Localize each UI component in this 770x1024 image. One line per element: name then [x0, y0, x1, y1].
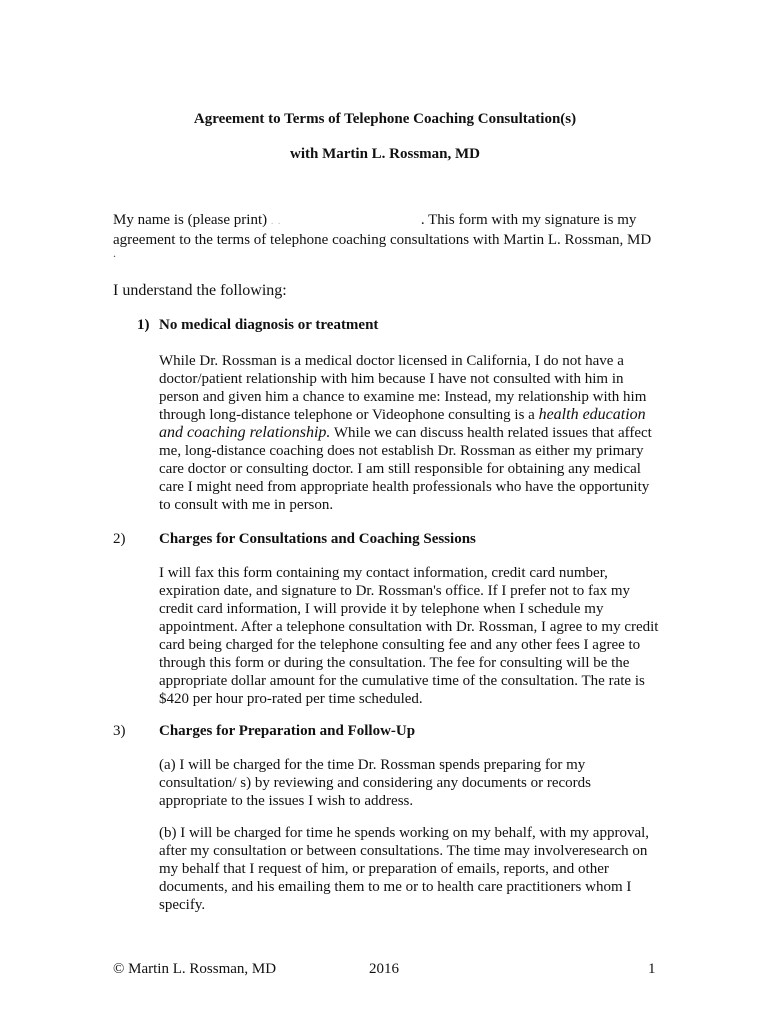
section-1-number: 1): [137, 317, 150, 333]
section-3-number: 3): [113, 723, 126, 739]
section-1-emphasis: health education and coaching relationship.: [159, 406, 646, 441]
name-blank-field[interactable]: . .: [270, 216, 282, 227]
intro-suffix: . This form with my signature is my agreement to the terms of telephone coaching consultations with Martin L. Rossman, MD: [113, 212, 652, 248]
footer-copyright: © Martin L. Rossman, MD: [113, 961, 277, 977]
section-3-title: Charges for Preparation and Follow-Up: [159, 723, 416, 739]
intro-prefix: My name is (please print): [113, 212, 268, 228]
section-1-title: No medical diagnosis or treatment: [159, 317, 379, 333]
understand-heading: I understand the following:: [113, 282, 287, 299]
footer-page-number: 1: [648, 961, 656, 977]
document-subtitle: with Martin L. Rossman, MD: [290, 146, 480, 162]
intro-dot: .: [113, 246, 116, 260]
section-2-paragraph: I will fax this form containing my contact information, credit card number, expiration date, and signature to Dr. Rossman's office. If I prefer not to fax my credit card information, I will provide it by telephone when I schedule my appointment. After a telephone consultation with Dr. Rossman, I agree to my credit card being charged for the telephone consulting fee and any other fees I agree to through this form or during the consultation. The fee for consulting will be the appropriate dollar amount for the cumulative time of the consultation. The rate is $420 per hour pro-rated per time scheduled.: [159, 565, 659, 707]
section-1-paragraph: [159, 352, 659, 514]
section-3-paragraph-b: (b) I will be charged for time he spends working on my behalf, with my approval, after my consultation or between consultations. The time may involveresearch on my behalf that I request of him, or preparation of emails, reports, and other documents, and his emailing them to me or to health care practitioners whom I specify.: [159, 825, 650, 913]
section-1-text-a: While Dr. Rossman is a medical doctor licensed in California, I do not have a doctor/patient relationship with him because I have not consulted with him in person and given him a chance to examine me: Instead, my relationship with him through long-distance telephone or Videophone consulting is a: [159, 353, 647, 423]
section-1-text-b: While we can discuss health related issues that affect me, long-distance coaching does not establish Dr. Rossman as either my primary care doctor or consulting doctor. I am still responsible for obtaining any medical care I might need from appropriate health professionals who have the opportunity to consult with me in person.: [159, 425, 652, 513]
section-2-number: 2): [113, 531, 126, 547]
section-2-title: Charges for Consultations and Coaching Sessions: [159, 531, 476, 547]
intro-paragraph: [113, 211, 673, 250]
footer-year: 2016: [369, 961, 399, 977]
document-title: Agreement to Terms of Telephone Coaching Consultation(s): [193, 111, 577, 127]
section-3-paragraph-a: (a) I will be charged for the time Dr. Rossman spends preparing for my consultation/ s) by reviewing and considering any documents or records appropriate to the issues I wish to address.: [159, 757, 591, 809]
